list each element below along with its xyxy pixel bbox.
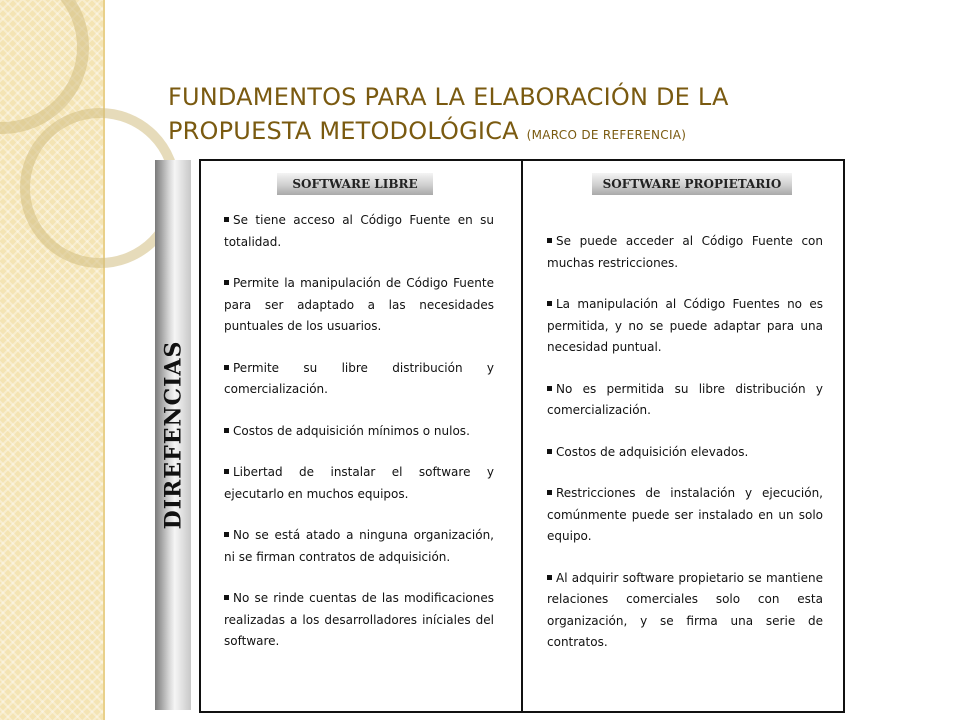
square-bullet-icon: [547, 301, 552, 306]
list-item-text: Libertad de instalar el software y ejecutarlo en muchos equipos.: [224, 465, 494, 501]
list-item-text: No se rinde cuentas de las modificaciones realizadas a los desarrolladores iníciales del software.: [224, 591, 494, 648]
list-item: [547, 483, 823, 548]
list-item: [547, 294, 823, 359]
list-item-text: Costos de adquisición mínimos o nulos.: [233, 423, 470, 438]
list-item-text: Permite la manipulación de Código Fuente para ser adaptado a las necesidades puntuales de los usuarios.: [224, 276, 494, 333]
list-item: [224, 273, 494, 338]
list-item: [547, 379, 823, 422]
slide-title: [168, 80, 928, 152]
list-item-text: Se puede acceder al Código Fuente con muchas restricciones.: [547, 234, 823, 270]
square-bullet-icon: [547, 575, 552, 580]
list-item: [224, 525, 494, 568]
list-item: [224, 358, 494, 401]
list-item-text: Permite su libre distribución y comercialización.: [224, 360, 494, 396]
square-bullet-icon: [547, 449, 552, 454]
list-item-text: Se tiene acceso al Código Fuente en su totalidad.: [224, 213, 494, 249]
list-item-text: La manipulación al Código Fuentes no es permitida, y no se puede adaptar para una necesidad puntual.: [547, 297, 823, 354]
title-line-2: [168, 114, 928, 152]
list-item: [224, 462, 494, 505]
list-item: [547, 442, 823, 464]
list-item: [224, 421, 494, 443]
square-bullet-icon: [547, 386, 552, 391]
square-bullet-icon: [224, 595, 229, 600]
title-subtitle: (MARCO DE REFERENCIA): [526, 128, 687, 142]
list-item: [224, 588, 494, 653]
square-bullet-icon: [224, 469, 229, 474]
software-propietario-header: SOFTWARE PROPIETARIO: [592, 173, 792, 195]
square-bullet-icon: [224, 428, 229, 433]
software-libre-column: [201, 161, 523, 711]
square-bullet-icon: [224, 217, 229, 222]
side-label-text: DIREFENCIAS: [160, 340, 186, 530]
title-line-2-text: PROPUESTA METODOLÓGICA: [168, 117, 519, 145]
side-label-box: [155, 160, 191, 710]
list-item-text: No es permitida su libre distribución y comercialización.: [547, 381, 823, 417]
software-libre-list: [224, 210, 494, 673]
list-item-text: Costos de adquisición elevados.: [556, 444, 749, 459]
square-bullet-icon: [224, 365, 229, 370]
title-line-1: FUNDAMENTOS PARA LA ELABORACIÓN DE LA: [168, 83, 729, 111]
list-item: [547, 231, 823, 274]
software-propietario-list: [547, 231, 823, 674]
list-item: [547, 568, 823, 654]
square-bullet-icon: [224, 532, 229, 537]
list-item-text: Restricciones de instalación y ejecución, comúnmente puede ser instalado en un solo equipo.: [547, 486, 823, 543]
square-bullet-icon: [547, 238, 552, 243]
list-item-text: Al adquirir software propietario se mantiene relaciones comerciales solo con esta organización, y se firma una serie de contratos.: [547, 570, 823, 649]
software-propietario-column: [523, 161, 843, 711]
square-bullet-icon: [547, 490, 552, 495]
list-item: [224, 210, 494, 253]
software-libre-header: SOFTWARE LIBRE: [277, 173, 433, 195]
square-bullet-icon: [224, 280, 229, 285]
comparison-table: [199, 159, 845, 713]
list-item-text: No se está atado a ninguna organización, ni se firman contratos de adquisición.: [224, 528, 494, 564]
